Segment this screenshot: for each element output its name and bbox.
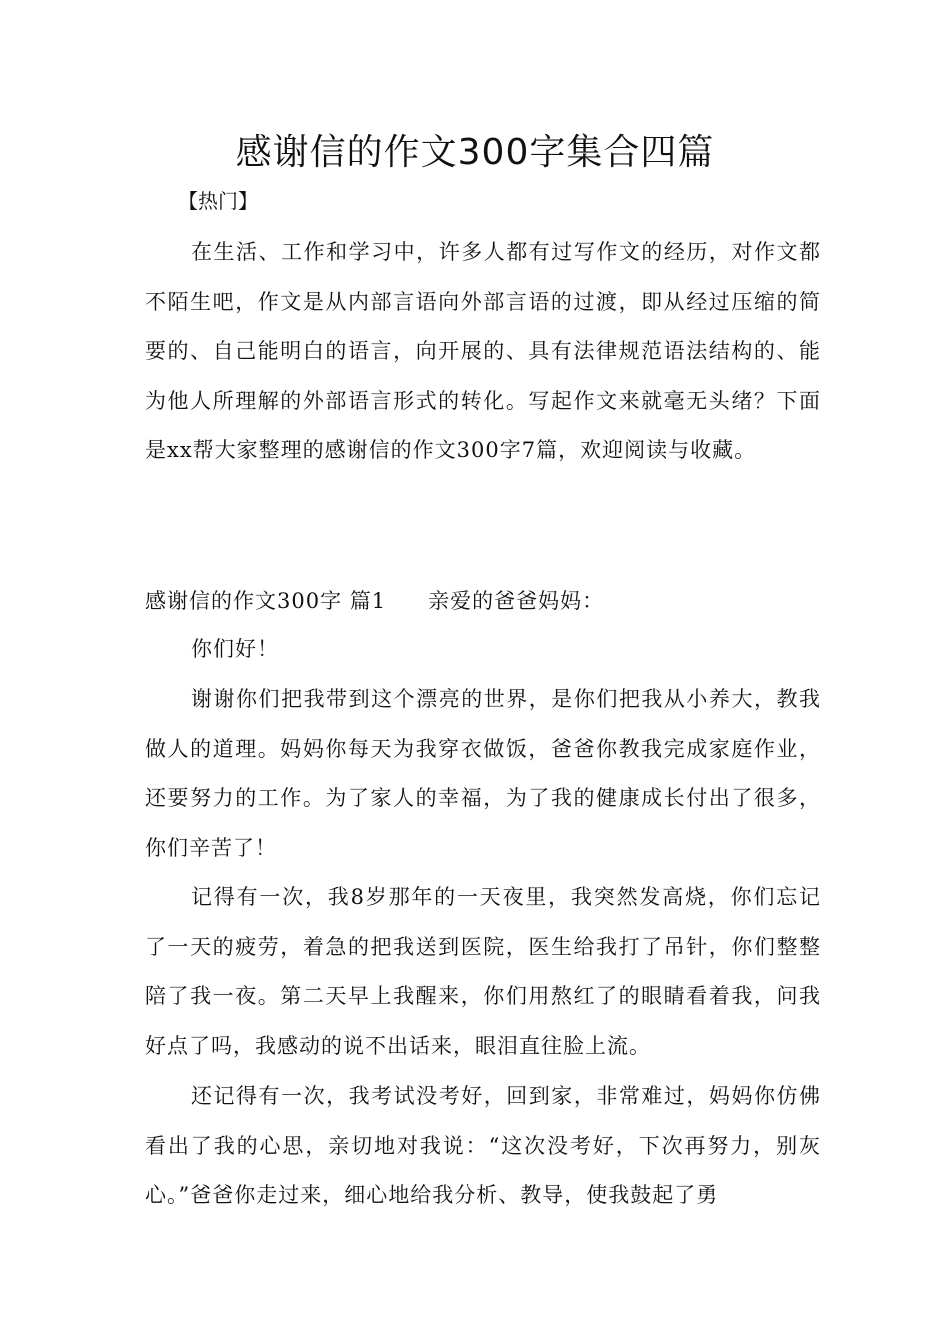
hot-tag: 【热门】 (178, 189, 258, 213)
intro-paragraph: 在生活、工作和学习中，许多人都有过写作文的经历，对作文都不陌生吧，作文是从内部言语向外部言语的过渡，即从经过压缩的简要的、自己能明白的语言，向开展的、具有法律规范语法结构的、能为他人所理解的外部语言形式的转化。写起作文来就毫无头绪？下面是xx帮大家整理的感谢信的作文300字7篇，欢迎阅读与收藏。 (145, 240, 821, 462)
section-heading-line (145, 577, 821, 627)
section-heading: 感谢信的作文300字 篇1 (145, 589, 387, 613)
salutation: 亲爱的爸爸妈妈： (428, 589, 605, 613)
greeting-paragraph: 你们好！ (191, 637, 279, 661)
body-paragraph: 记得有一次，我8岁那年的一天夜里，我突然发高烧，你们忘记了一天的疲劳，着急的把我送到医院，医生给我打了吊针，你们整整陪了我一夜。第二天早上我醒来，你们用熬红了的眼睛看着我，问我好点了吗，我感动的说不出话来，眼泪直往脸上流。 (145, 885, 821, 1058)
document-title: 感谢信的作文300字集合四篇 (235, 132, 715, 173)
body-paragraph: 还记得有一次，我考试没考好，回到家，非常难过，妈妈你仿佛看出了我的心思，亲切地对我说：“这次没考好，下次再努力，别灰心。”爸爸你走过来，细心地给我分析、教导，使我鼓起了勇 (145, 1084, 821, 1207)
body-paragraph: 谢谢你们把我带到这个漂亮的世界，是你们把我从小养大，教我做人的道理。妈妈你每天为我穿衣做饭，爸爸你教我完成家庭作业，还要努力的工作。为了家人的幸福，为了我的健康成长付出了很多，你们辛苦了！ (145, 687, 821, 860)
